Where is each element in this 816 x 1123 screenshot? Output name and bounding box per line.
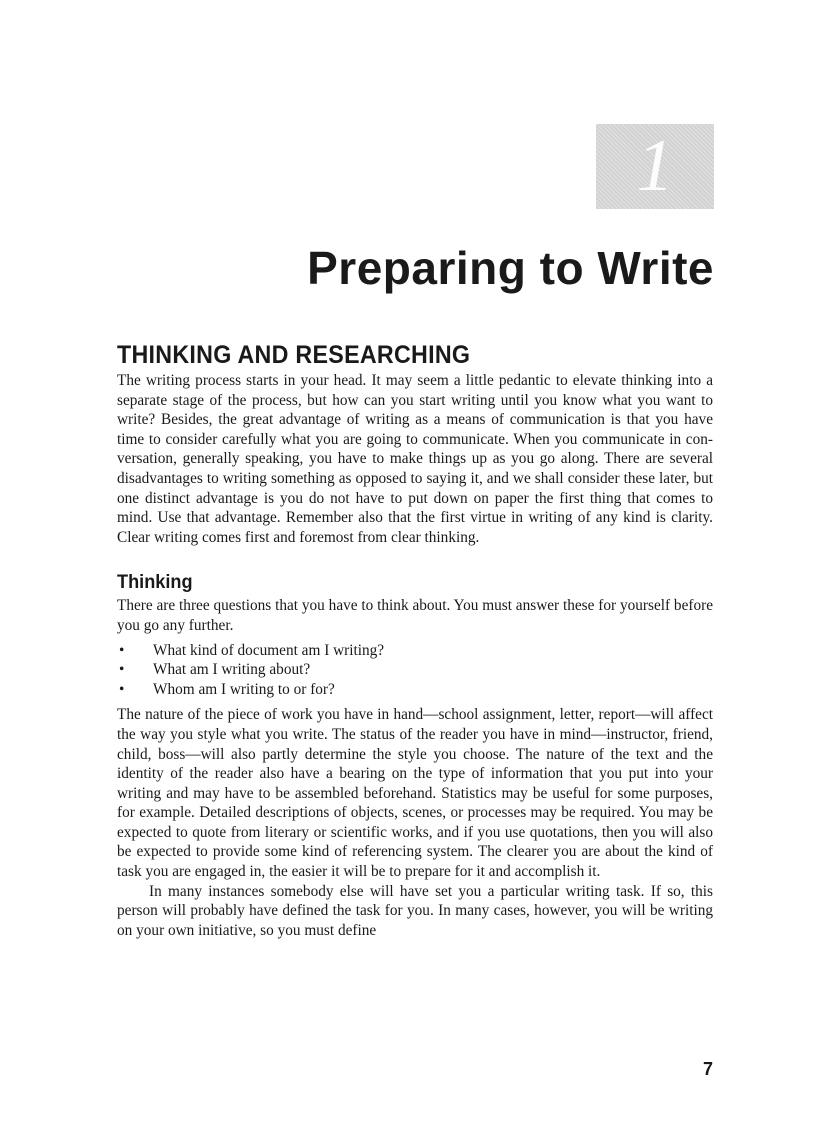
chapter-number-box <box>596 124 714 209</box>
list-item <box>117 660 713 680</box>
section-heading: THINKING AND RESEARCHING <box>117 341 471 369</box>
section-paragraph: The writing process starts in your head. It may seem a little pedantic to elevate thinking into a separate stage of the process, but how can you start writing until you know what you want to write? Besides, the great advantage of writing as a means of communication is that you have time to consider carefully what you are going to communicate. When you communicate in conversation, generally speaking, you have to make things up as you go along. There are several disadvantages to writing something as opposed to saying it, and we shall consider these later, but one distinct advantage is you do not have to put down on paper the first thing that comes to mind. Use that advantage. Remember also that the first virtue in writing of any kind is clarity. Clear writing comes first and foremost from clear thinking. <box>117 372 713 546</box>
question-list <box>117 641 713 700</box>
bullet-icon: • <box>119 641 125 659</box>
list-item-text: Whom am I writing to or for? <box>153 680 335 698</box>
chapter-title: Preparing to Write <box>307 242 714 294</box>
list-item-text: What am I writing about? <box>153 661 311 679</box>
body-paragraph: The nature of the piece of work you have in hand—school assignment, letter, report—will affect the way you style what you write. The status of the reader you have in mind—instructor, friend, child, boss—will also partly determine the style you choose. The nature of the text and the identity of the reader also have a bearing on the type of information that you put into your writing and may have to be assembled beforehand. Statistics may be useful for some purposes, for example. Detailed descriptions of objects, scenes, or processes may be required. You may be expected to quote from literary or scientific works, and if you use quotations, then you will also be expected to provide some kind of referencing system. The clearer you are about the kind of task you are engaged in, the easier it will be to prepare for it and accomplish it. <box>117 706 713 881</box>
subsection-heading: Thinking <box>117 571 193 594</box>
chapter-number: 1 <box>636 125 674 207</box>
page-content <box>117 340 713 940</box>
bullet-icon: • <box>119 680 125 698</box>
bullet-icon: • <box>119 661 125 679</box>
page-number: 7 <box>702 1059 713 1079</box>
list-item-text: What kind of document am I writing? <box>153 641 385 659</box>
list-item <box>117 680 713 700</box>
subsection-intro: There are three questions that you have to think about. You must answer these for yourself before you go any further. <box>117 597 713 634</box>
body-paragraph: In many instances somebody else will have set you a particular writing task. If so, this person will probably have defined the task for you. In many cases, however, you will be writing on your own initiative, so you must define <box>117 882 713 939</box>
list-item <box>117 641 713 661</box>
